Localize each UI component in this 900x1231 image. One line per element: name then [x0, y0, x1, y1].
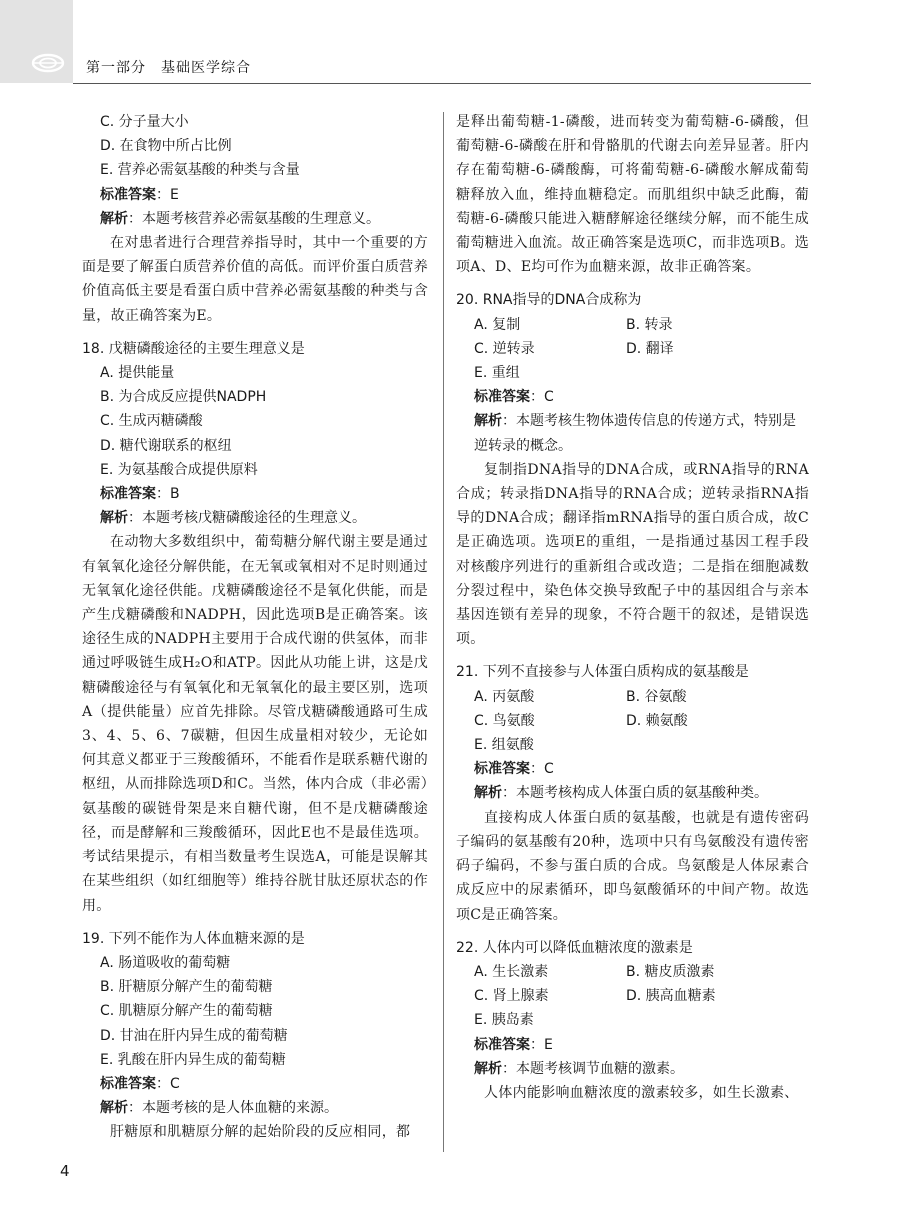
option-e: E. 组氨酸	[474, 737, 534, 754]
standard-answer	[82, 183, 428, 207]
option-a: A. 复制	[474, 316, 521, 333]
analysis-label: 解析	[474, 413, 502, 430]
standard-answer	[82, 1072, 428, 1096]
question-21	[456, 660, 809, 926]
option-a: A. 肠道吸收的葡萄糖	[100, 954, 231, 971]
analysis-label: 解析	[474, 785, 502, 802]
analysis-line	[82, 207, 428, 231]
option-e: E. 乳酸在肝内异生成的葡萄糖	[100, 1051, 286, 1068]
question-title: 19. 下列不能作为人体血糖来源的是	[82, 930, 305, 947]
analysis-text: ：本题考核营养必需氨基酸的生理意义。	[128, 210, 380, 227]
option-d: D. 赖氨酸	[626, 712, 688, 729]
option-a: A. 生长激素	[474, 963, 549, 980]
analysis-line	[82, 506, 428, 530]
right-column	[456, 110, 809, 1105]
answer-value: ：C	[156, 1075, 180, 1092]
analysis-label: 解析	[100, 510, 128, 527]
answer-label: 标准答案	[474, 761, 530, 778]
analysis-line	[456, 781, 809, 805]
answer-value: ：B	[156, 486, 180, 503]
option-e: E. 营养必需氨基酸的种类与含量	[100, 162, 300, 179]
standard-answer	[456, 757, 809, 781]
question-18	[82, 337, 428, 918]
left-column	[82, 110, 428, 1145]
analysis-text: ：本题考核构成人体蛋白质的氨基酸种类。	[502, 785, 768, 802]
option-c: C. 肌糖原分解产生的葡萄糖	[100, 1003, 273, 1020]
standard-answer	[456, 1033, 809, 1057]
analysis-line	[456, 409, 809, 457]
question-20	[456, 288, 809, 651]
option-c: C. 鸟氨酸	[474, 712, 535, 729]
option-c: C. 分子量大小	[100, 114, 189, 130]
option-b: B. 谷氨酸	[626, 688, 687, 705]
explanation-paragraph: 肝糖原和肌糖原分解的起始阶段的反应相同，都	[110, 1124, 411, 1141]
answer-label: 标准答案	[474, 1036, 530, 1053]
option-d: D. 糖代谢联系的枢纽	[100, 437, 232, 454]
question-title: 18. 戊糖磷酸途径的主要生理意义是	[82, 340, 305, 357]
option-d: D. 甘油在肝内异生成的葡萄糖	[100, 1027, 288, 1044]
question-title: 22. 人体内可以降低血糖浓度的激素是	[456, 939, 693, 956]
option-b: B. 转录	[626, 316, 673, 333]
option-a: A. 丙氨酸	[474, 688, 535, 705]
answer-label: 标准答案	[100, 486, 156, 503]
answer-value: ：C	[530, 389, 554, 406]
analysis-text: ：本题考核调节血糖的激素。	[502, 1060, 684, 1077]
page-number: 4	[60, 1162, 70, 1180]
answer-value: ：E	[530, 1036, 553, 1053]
analysis-label: 解析	[474, 1060, 502, 1077]
explanation-paragraph: 在动物大多数组织中，葡萄糖分解代谢主要是通过有氧氧化途径分解供能，在无氧或氧相对不足时则通过无氧氧化途径供能。戊糖磷酸途径不是氧化供能，而是产生戊糖磷酸和NADPH，因此选项B是正确答案。该途径生成的NADPH主要用于合成代谢的供氢体，而非通过呼吸链生成H₂O和ATP。因此从功能上讲，这是戊糖磷酸途径与有氧氧化和无氧氧化的最主要区别，选项A（提供能量）应首先排除。尽管戊糖磷酸通路可生成3、4、5、6、7碳糖，但因生成量相对较少，无论如何其意义都亚于三羧酸循环，不能看作是联系糖代谢的枢纽，从而排除选项D和C。当然，体内合成（非必需）氨基酸的碳链骨架是来自糖代谢，但不是戊糖磷酸途径，而是酵解和三羧酸循环，因此E也不是最佳选项。考试结果提示，有相当数量考生误选A，可能是误解其在某些组织（如红细胞等）维持谷胱甘肽还原状态的作用。	[82, 534, 428, 914]
option-e: E. 为氨基酸合成提供原料	[100, 461, 258, 478]
explanation-paragraph: 在对患者进行合理营养指导时，其中一个重要的方面是要了解蛋白质营养价值的高低。而评价蛋白质营养价值高低主要是看蛋白质中营养必需氨基酸的种类与含量，故正确答案为E。	[82, 235, 428, 324]
explanation-paragraph: 直接构成人体蛋白质的氨基酸，也就是有遗传密码子编码的氨基酸有20种，选项中只有鸟氨酸没有遗传密码子编码，不参与蛋白质的合成。鸟氨酸是人体尿素合成反应中的尿素循环，即鸟氨酸循环的中间产物。故选项C是正确答案。	[456, 809, 809, 923]
answer-label: 标准答案	[474, 389, 530, 406]
question-22	[456, 936, 809, 1105]
option-b: B. 糖皮质激素	[626, 963, 715, 980]
option-c: C. 肾上腺素	[474, 988, 549, 1005]
analysis-text: ：本题考核的是人体血糖的来源。	[128, 1100, 338, 1117]
option-row	[456, 685, 809, 709]
column-divider	[443, 112, 444, 1152]
section-header-title: 第一部分 基础医学综合	[86, 60, 251, 76]
analysis-line	[82, 1096, 428, 1120]
option-d: D. 在食物中所占比例	[100, 138, 232, 155]
standard-answer	[456, 385, 809, 409]
question-title: 21. 下列不直接参与人体蛋白质构成的氨基酸是	[456, 664, 749, 681]
question-title: 20. RNA指导的DNA合成称为	[456, 292, 642, 309]
option-b: B. 肝糖原分解产生的葡萄糖	[100, 979, 273, 996]
analysis-label: 解析	[100, 1100, 128, 1117]
header-rule	[73, 83, 811, 84]
publisher-logo-icon	[31, 53, 65, 73]
analysis-text: ：本题考核戊糖磷酸途径的生理意义。	[128, 510, 366, 527]
explanation-paragraph: 复制指DNA指导的DNA合成，或RNA指导的RNA合成；转录指DNA指导的RNA合成；逆转录指RNA指导的DNA合成；翻译指mRNA指导的蛋白质合成，故C是正确选项。选项E的重组，一是指通过基因工程手段对核酸序列进行的重新组合或改造；二是指在细胞减数分裂过程中，染色体交换导致配子中的基因组合与亲本基因连锁有差异的现象，不符合题干的叙述，是错误选项。	[456, 461, 809, 648]
answer-value: ：C	[530, 761, 554, 778]
analysis-label: 解析	[100, 210, 128, 227]
option-row	[456, 337, 809, 361]
question-19	[82, 927, 428, 1145]
explanation-paragraph-continued: 是释出葡萄糖-1-磷酸，进而转变为葡萄糖-6-磷酸，但葡萄糖-6-磷酸在肝和骨骼肌的代谢去向差异显著。肝内存在葡萄糖-6-磷酸酶，可将葡萄糖-6-磷酸水解成葡萄糖释放入血，维持血糖稳定。而肌组织中缺乏此酶，葡萄糖-6-磷酸只能进入糖酵解途径继续分解，而不能生成葡萄糖进入血流。故正确答案是选项C，而非选项B。选项A、D、E均可作为血糖来源，故非正确答案。	[456, 114, 809, 276]
answer-label: 标准答案	[100, 186, 156, 203]
option-b: B. 为合成反应提供NADPH	[100, 389, 267, 406]
option-d: D. 翻译	[626, 340, 674, 357]
option-row	[456, 984, 809, 1008]
option-e: E. 重组	[474, 365, 520, 382]
option-a: A. 提供能量	[100, 365, 175, 382]
answer-label: 标准答案	[100, 1075, 156, 1092]
standard-answer	[82, 482, 428, 506]
analysis-line	[456, 1057, 809, 1081]
answer-value: ：E	[156, 186, 179, 203]
option-d: D. 胰高血糖素	[626, 988, 716, 1005]
option-row	[456, 709, 809, 733]
option-e: E. 胰岛素	[474, 1012, 534, 1029]
analysis-text: ：本题考核生物体遗传信息的传递方式，特别是逆转录的概念。	[474, 413, 796, 454]
option-row	[456, 313, 809, 337]
explanation-paragraph: 人体内能影响血糖浓度的激素较多，如生长激素、	[484, 1084, 799, 1101]
option-c: C. 生成丙糖磷酸	[100, 413, 203, 430]
option-row	[456, 960, 809, 984]
option-c: C. 逆转录	[474, 340, 535, 357]
